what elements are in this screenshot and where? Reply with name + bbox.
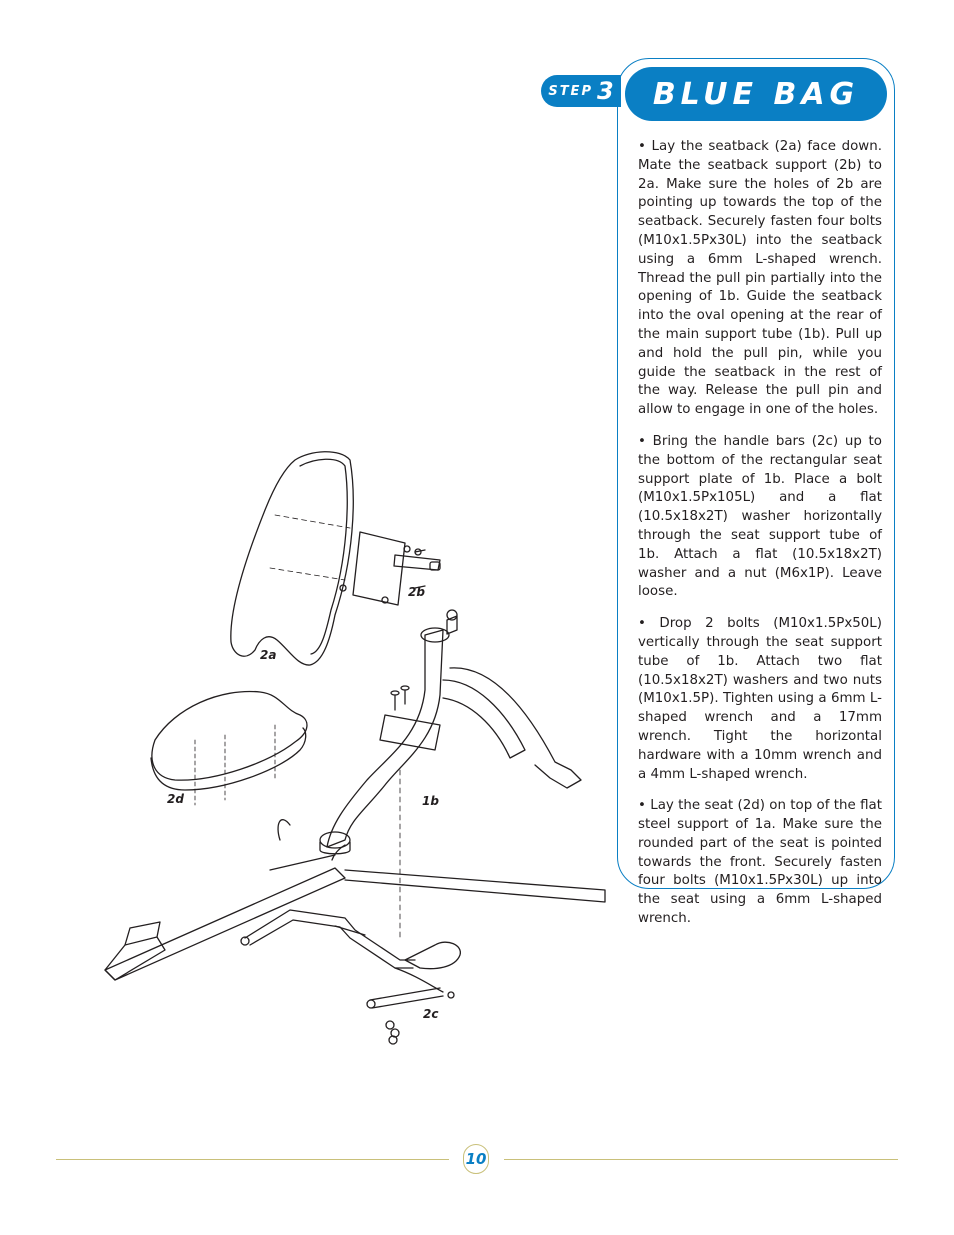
footer-rule-right [504, 1159, 898, 1160]
page-number: 10 [463, 1144, 489, 1174]
label-2a: 2a [260, 648, 277, 662]
instruction-text [638, 138, 882, 942]
instruction-paragraph-4: • Lay the seat (2d) on top of the flat steel support of 1a. Make sure the rounded part of the seat is pointed towards the front. Securely fasten four bolts (M10x1.5Px30L) up into the seat using a 6mm L-shaped wrench. [638, 798, 882, 927]
seat-drawing [151, 691, 307, 790]
handlebars-drawing [241, 910, 460, 1044]
instruction-paragraph-1: • Lay the seatback (2a) face down. Mate the seatback support (2b) to 2a. Make sure the holes of 2b are pointing up towards the top of the seatback. Securely fasten four bolts (M10x1.5Px30L) into the seatback using a 6mm L-shaped wrench. Thread the pull pin partially into the opening of 1b. Guide the seatback into the oval opening at the rear of the main support tube (1b). Pull up and hold the pull pin, while you guide the seatback in the rest of the way. Release the pull pin and allow to engage in one of the holes. [638, 139, 882, 418]
page-title: BLUE BAG [625, 67, 887, 121]
label-2b: 2b [408, 585, 425, 599]
instruction-paragraph-3: • Drop 2 bolts (M10x1.5Px50L) vertically through the seat support tube of 1b. Attach two flat (10.5x18x2T) washers and two nuts (M10x1.5P). Tighten using a 6mm L-shaped wrench and a 17mm wrench. Tight the horizontal hardware with a 10mm wrench and a 4mm L-shaped wrench. [638, 616, 882, 782]
bolts-drawing [391, 550, 425, 710]
seatback-support-drawing [340, 532, 440, 605]
label-1b: 1b [422, 794, 439, 808]
footer-rule-left [56, 1159, 449, 1160]
label-2c: 2c [423, 1007, 439, 1021]
instruction-paragraph-2: • Bring the handle bars (2c) up to the bottom of the rectangular seat support plate of 1b. Place a bolt (M10x1.5Px105L) and a flat (10.5x18x2T) washer horizontally through the seat support tube of 1b. Attach a flat (10.5x18x2T) washer and a nut (M6x1P). Leave loose. [638, 433, 882, 600]
assembly-diagram [95, 440, 615, 1050]
seatback-drawing [231, 452, 353, 665]
step-badge [541, 75, 621, 107]
step-word: STEP [548, 83, 593, 99]
label-2d: 2d [167, 792, 184, 806]
step-number: 3 [596, 77, 614, 105]
